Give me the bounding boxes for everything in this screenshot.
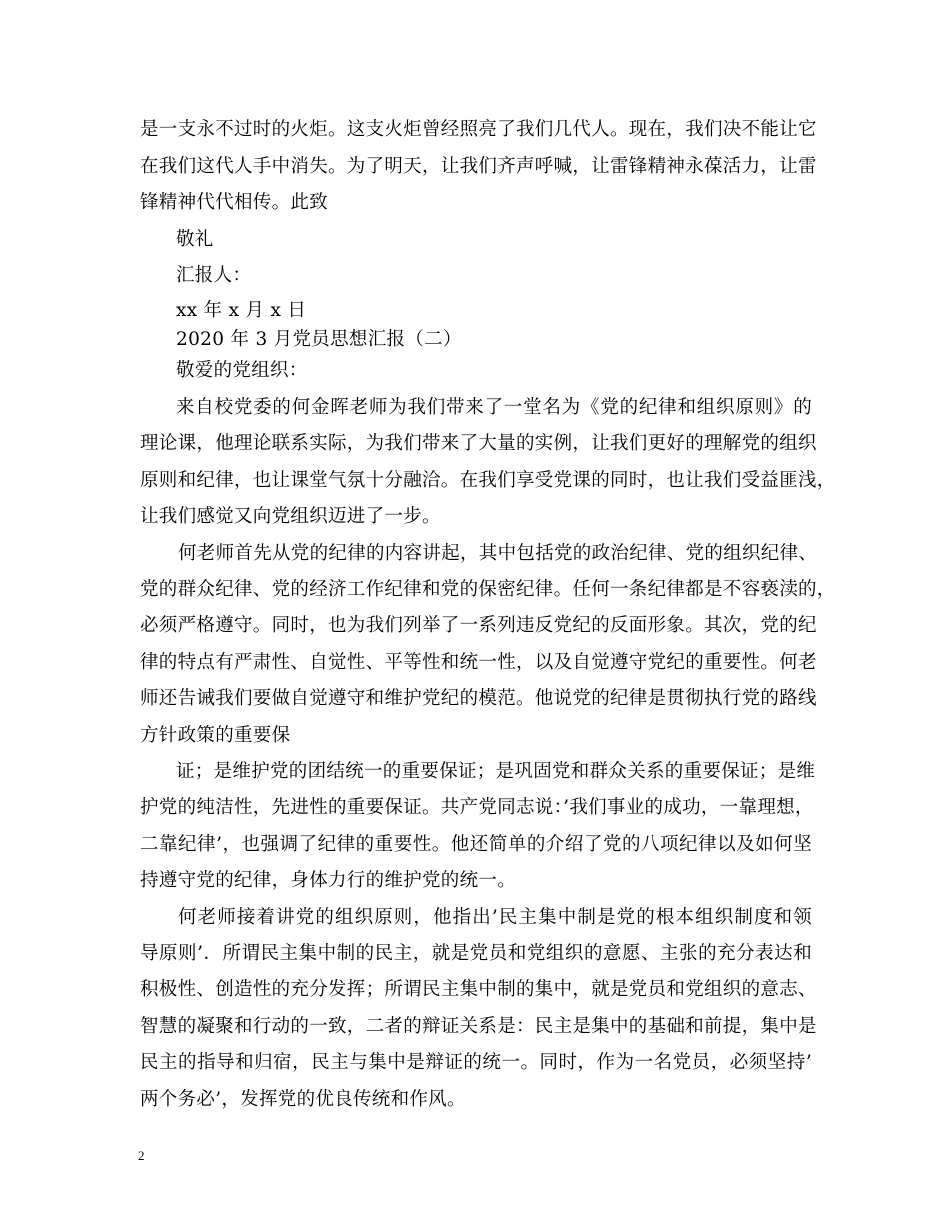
- text-line: 民主的指导和归宿，民主与集中是辩证的统一。同时，作为一名党员，必须坚持’: [140, 1052, 812, 1073]
- text-line: xx 年 x 月 x 日: [176, 300, 307, 321]
- text-line: 汇报人：: [176, 265, 252, 286]
- text-line: 护党的纯洁性，先进性的重要保证。共产党同志说：’我们事业的成功，一靠理想，: [140, 797, 814, 818]
- text-line: 敬礼: [176, 229, 214, 250]
- text-line: 导原则’．所谓民主集中制的民主，就是党员和党组织的意愿、主张的充分表达和: [140, 943, 812, 964]
- text-line: 在我们这代人手中消失。为了明天，让我们齐声呼喊，让雷锋精神永葆活力，让雷: [140, 156, 817, 177]
- text-line: 智慧的凝聚和行动的一致，二者的辩证关系是：民主是集中的基础和前提，集中是: [140, 1016, 817, 1037]
- text-line: 两个务必’，发挥党的优良传统和作风。: [140, 1089, 466, 1110]
- text-line: 证；是维护党的团结统一的重要保证；是巩固党和群众关系的重要保证；是维: [176, 761, 816, 782]
- text-line: 何老师接着讲党的组织原则，他指出’民主集中制是党的根本组织制度和领: [178, 907, 812, 928]
- text-line: 积极性、创造性的充分发挥；所谓民主集中制的集中，就是党员和党组织的意志、: [140, 979, 817, 1000]
- text-line: 是一支永不过时的火炬。这支火炬曾经照亮了我们几代人。现在，我们决不能让它: [140, 119, 817, 140]
- text-line: 党的群众纪律、党的经济工作纪律和党的保密纪律。任何一条纪律都是不容亵渎的，: [140, 579, 836, 600]
- section-title: 2020 年 3 月党员思想汇报（二）: [176, 329, 462, 350]
- page-number: 2: [138, 1148, 145, 1163]
- text-line: 来自校党委的何金晖老师为我们带来了一堂名为《党的纪律和组织原则》的: [176, 397, 812, 418]
- salutation: 敬爱的党组织：: [176, 360, 308, 381]
- text-line: 持遵守党的纪律，身体力行的维护党的统一。: [140, 870, 517, 891]
- text-line: 原则和纪律，也让课堂气氛十分融洽。在我们享受党课的同时，也让我们受益匪浅，: [140, 470, 836, 491]
- text-line: 师还告诫我们要做自觉遵守和维护党纪的模范。他说党的纪律是贯彻执行党的路线: [140, 688, 817, 709]
- text-line: 方针政策的重要保: [140, 725, 291, 746]
- text-line: 何老师首先从党的纪律的内容讲起，其中包括党的政治纪律、党的组织纪律、: [178, 543, 818, 564]
- text-line: 理论课，他理论联系实际，为我们带来了大量的实例，让我们更好的理解党的组织: [140, 433, 817, 454]
- text-line: 必须严格遵守。同时，也为我们列举了一系列违反党纪的反面形象。其次，党的纪: [140, 615, 817, 636]
- text-line: 律的特点有严肃性、自觉性、平等性和统一性，以及自觉遵守党纪的重要性。何老: [140, 652, 817, 673]
- text-line: 锋精神代代相传。此致: [140, 192, 329, 213]
- text-line: 让我们感觉又向党组织迈进了一步。: [140, 506, 441, 527]
- text-line: 二靠纪律’，也强调了纪律的重要性。他还简单的介绍了党的八项纪律以及如何坚: [140, 834, 812, 855]
